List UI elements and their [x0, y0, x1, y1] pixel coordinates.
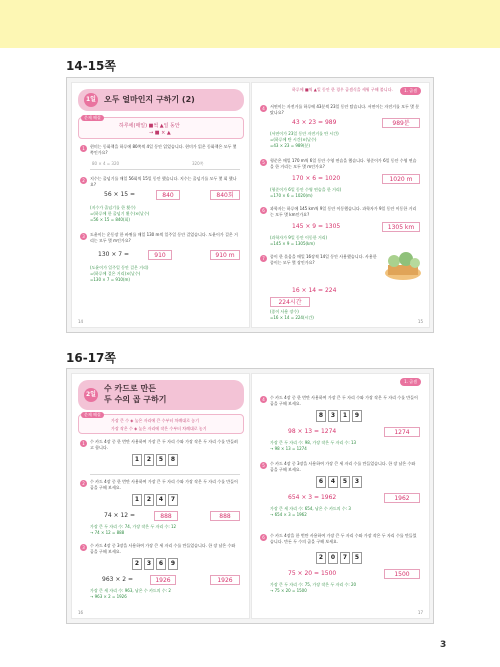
question-number-2: 2: [80, 480, 87, 487]
question-6-answer: 1500: [384, 569, 420, 579]
lesson-badge: 1일: [84, 93, 98, 107]
question-3-calc-answer: 1926: [150, 575, 176, 585]
question-4-text: 서연이는 자전거를 하루에 43분씩 23일 동안 탔습니다. 서연이는 자전거를 모두 몇 분 탔나요?: [270, 104, 420, 115]
question-6-hint: 가장 큰 두 자리 수: 75, 가장 작은 두 자리 수: 20 → 75 × 20 = 1500: [270, 582, 357, 593]
number-card: 9: [168, 558, 178, 570]
number-card: 2: [132, 558, 142, 570]
question-7-answer: 224시간: [270, 297, 310, 307]
question-number-5: 5: [260, 462, 267, 469]
number-card: 8: [168, 454, 178, 466]
question-2-hint: (지수가 줄넘기를 한 횟수) =(하루에 한 줄넘기 횟수)×(날수) =56 × 15 = 840(회): [90, 205, 150, 222]
question-3-answer: 910 m: [210, 250, 240, 260]
question-3-hint: 가장 큰 세 자리 수: 963, 남은 수 카드의 수: 2 → 963 × 2 = 1926: [90, 588, 171, 599]
page-17: [251, 373, 430, 619]
number-cards: [132, 494, 178, 506]
question-4-hint: 가장 큰 두 자리 수: 98, 가장 작은 두 자리 수: 13 → 98 × 13 = 1274: [270, 440, 357, 451]
number-cards: [316, 476, 362, 488]
number-cards: [316, 410, 362, 422]
question-5-answer: 1962: [384, 493, 420, 503]
question-number-4: 4: [260, 396, 267, 403]
question-number-1: 1: [80, 145, 87, 152]
question-number-3: 3: [80, 544, 87, 551]
question-2-text: 수 카드 4장 중 한 번만 사용하여 가장 큰 두 자리 수와 가장 작은 두 자리 수를 만들어 곱을 구해 보세요.: [90, 479, 238, 490]
unit-tag: 1. 곱셈: [400, 87, 421, 95]
question-7-calc: 16 × 14 = 224: [292, 287, 337, 294]
top-yellow-band: [0, 0, 500, 48]
question-6-calc: 145 × 9 = 1305: [292, 223, 341, 230]
question-2-calc-answer: 840: [156, 190, 180, 200]
number-cards: [132, 558, 178, 570]
question-3-calc-answer: 910: [148, 250, 172, 260]
lesson-badge: 2일: [84, 388, 98, 402]
question-number-5: 5: [260, 159, 267, 166]
question-4-answer: 989분: [382, 118, 420, 128]
question-1-text: 현미는 동화책을 하루에 80쪽씩 4일 동안 읽었습니다. 현미가 읽은 동화책은 모두 몇 쪽인가요?: [90, 144, 237, 155]
concept-line-1: 가장 큰 수 ◈ 높은 자리에 큰 수부터 차례대로 놓기: [111, 418, 199, 423]
question-number-4: 4: [260, 105, 267, 112]
number-card: 6: [316, 476, 326, 488]
number-cards: [132, 454, 178, 466]
number-card: 5: [156, 454, 166, 466]
question-3-hint: (도윤이가 일주일 동안 걸은 거리) =(하루에 걸은 거리)×(날수) =130 × 7 = 910(m): [90, 265, 149, 282]
question-5-text: 형준은 매일 170 m씩 6일 동안 수영 연습을 했습니다. 형준이가 6일 동안 수영 연습을 한 거리는 모두 몇 m인가요?: [270, 158, 417, 169]
number-card: 3: [328, 410, 338, 422]
question-3-text: 도윤이는 운동장 한 바퀴를 매일 130 m씩 일주일 동안 걸었습니다. 도윤이가 걸은 거리는 모두 몇 m인가요?: [90, 232, 238, 243]
lesson-title: 오두 얼마인지 구하기 (2): [104, 95, 195, 104]
question-6-text: 과학자는 하루에 145 km씩 9일 동안 이동했습니다. 과학자가 9일 동안 이동한 거리는 모두 몇 km인가요?: [270, 206, 417, 217]
question-number-2: 2: [80, 177, 87, 184]
unit-tag: 1. 곱셈: [400, 378, 421, 386]
question-number-7: 7: [260, 255, 267, 262]
question-2-answer: 888: [210, 511, 240, 521]
page-16: [71, 373, 250, 619]
concept-box: [78, 414, 244, 434]
concept-label: 문제 해결: [81, 412, 104, 418]
question-number-6: 6: [260, 207, 267, 214]
question-1-answer: 320쪽: [192, 161, 204, 166]
question-7-text: 종이 한 묶음을 매일 16장씩 14일 동안 사용했습니다. 사용한 종이는 모두 몇 장인가요?: [270, 254, 377, 265]
question-3-text: 수 카드 4장 중 3장을 사용하여 가장 큰 세 자리 수를 만들었습니다. 한 장 남은 수와 곱을 구해 보세요.: [90, 543, 236, 554]
question-2-text: 지수는 줄넘기를 매일 56회씩 15일 동안 했습니다. 지수는 줄넘기를 모두 몇 회 했나요?: [90, 176, 237, 187]
question-5-text: 수 카드 4장 중 3장을 사용하여 가장 큰 세 자리 수를 만들었습니다. 한 장 남은 수와 곱을 구해 보세요.: [270, 461, 416, 472]
divider: [90, 169, 240, 170]
question-3-answer: 1926: [210, 575, 240, 585]
concept-sub: → ■ × ▲: [149, 130, 171, 136]
question-2-hint: 가장 큰 두 자리 수: 74, 가장 작은 두 자리 수: 12 → 74 × 12 = 888: [90, 524, 177, 535]
question-6-hint: (과학자가 9일 동안 이동한 거리) =145 × 9 = 1305(km): [270, 235, 328, 246]
question-number-1: 1: [80, 440, 87, 447]
number-card: 4: [156, 494, 166, 506]
question-4-answer: 1274: [384, 427, 420, 437]
lesson-banner: [78, 89, 244, 111]
question-number-6: 6: [260, 534, 267, 541]
question-1-text: 수 카드 4장 중 한 번만 사용하여 가장 큰 두 자리 수와 가장 작은 두 자리 수를 만들려고 합니다.: [90, 439, 238, 450]
question-2-answer: 840회: [210, 190, 240, 200]
question-5-hint: 가장 큰 세 자리 수: 654, 남은 수 카드의 수: 3 → 654 × 3 = 1962: [270, 506, 351, 517]
question-7-hint: (종이 사용 장수) =16 × 14 = 224(시간): [270, 309, 314, 320]
question-6-answer: 1305 km: [382, 222, 420, 232]
number-card: 1: [132, 454, 142, 466]
number-card: 1: [132, 494, 142, 506]
number-card: 4: [328, 476, 338, 488]
question-2-calc: 56 × 15 =: [104, 191, 136, 198]
number-card: 2: [316, 552, 326, 564]
concept-text: 하루에(매일) ■씩 ▲일 동안: [119, 123, 180, 129]
question-number-3: 3: [80, 233, 87, 240]
concept-line-2: 가장 작은 수 ◈ 높은 자리에 작은 수부터 차례대로 놓기: [111, 426, 207, 431]
question-6-text: 수 카드 4장을 한 번만 사용하여 가장 큰 두 자리 수와 가장 작은 두 자리 수를 만들었습니다. 만든 두 수의 곱을 구해 보세요.: [270, 533, 417, 544]
number-card: 0: [328, 552, 338, 564]
number-card: 2: [144, 454, 154, 466]
number-card: 6: [156, 558, 166, 570]
question-4-calc: 43 × 23 = 989: [292, 119, 337, 126]
gift-basket-illustration: [382, 251, 424, 281]
question-5-hint: (형준이가 6일 동안 수영 연습을 한 거리) =170 × 6 = 1020(m): [270, 187, 342, 198]
number-card: 7: [168, 494, 178, 506]
divider: [90, 474, 240, 475]
question-4-hint: (서연이가 23일 동안 자전거를 탄 시간) =(하루에 탄 시간)×(날수) =43 × 23 = 989(분): [270, 131, 339, 148]
concept-box: [78, 117, 244, 139]
question-5-answer: 1020 m: [382, 174, 420, 184]
page-15: [251, 82, 430, 328]
number-card: 2: [144, 494, 154, 506]
page-number: 17: [417, 610, 423, 615]
number-card: 7: [340, 552, 350, 564]
section-title-16-17: 16-17쪽: [66, 351, 116, 365]
footer-page-number: 3: [440, 640, 447, 650]
question-5-calc: 170 × 6 = 1020: [292, 175, 341, 182]
number-card: 5: [352, 552, 362, 564]
question-1-equation: 80 × 4 = 320: [92, 161, 120, 166]
page-number: 14: [78, 319, 84, 324]
question-2-calc-answer: 888: [154, 511, 178, 521]
book-spread-14-15: [66, 77, 434, 333]
page-number: 16: [78, 610, 84, 615]
book-spread-16-17: [66, 368, 434, 624]
number-card: 8: [316, 410, 326, 422]
question-4-text: 수 카드 4장 중 한 번만 사용하여 가장 큰 두 자리 수와 가장 작은 두 자리 수를 만들어 곱을 구해 보세요.: [270, 395, 418, 406]
number-card: 3: [144, 558, 154, 570]
question-6-calc: 75 × 20 = 1500: [288, 570, 337, 577]
question-5-calc: 654 × 3 = 1962: [288, 494, 337, 501]
question-4-calc: 98 × 13 = 1274: [288, 428, 337, 435]
concept-label: 문제 해결: [81, 115, 104, 121]
lesson-banner: [78, 380, 244, 410]
question-3-calc: 963 × 2 =: [102, 576, 134, 583]
question-2-calc: 74 × 12 =: [104, 512, 136, 519]
number-card: 1: [340, 410, 350, 422]
number-card: 5: [340, 476, 350, 488]
number-card: 9: [352, 410, 362, 422]
question-3-calc: 130 × 7 =: [98, 251, 130, 258]
section-title-14-15: 14-15쪽: [66, 59, 116, 73]
lesson-title-line-1: 수 카드로 만든: [104, 384, 156, 393]
header-note: 하루에 ■씩 ▲일 동안 한 경우 곱셈식을 세워 구해 봅니다.: [292, 87, 393, 92]
page-number: 15: [417, 319, 423, 324]
page-14: [71, 82, 250, 328]
lesson-title-line-2: 두 수의 곱 구하기: [104, 395, 167, 404]
number-cards: [316, 552, 362, 564]
number-card: 3: [352, 476, 362, 488]
